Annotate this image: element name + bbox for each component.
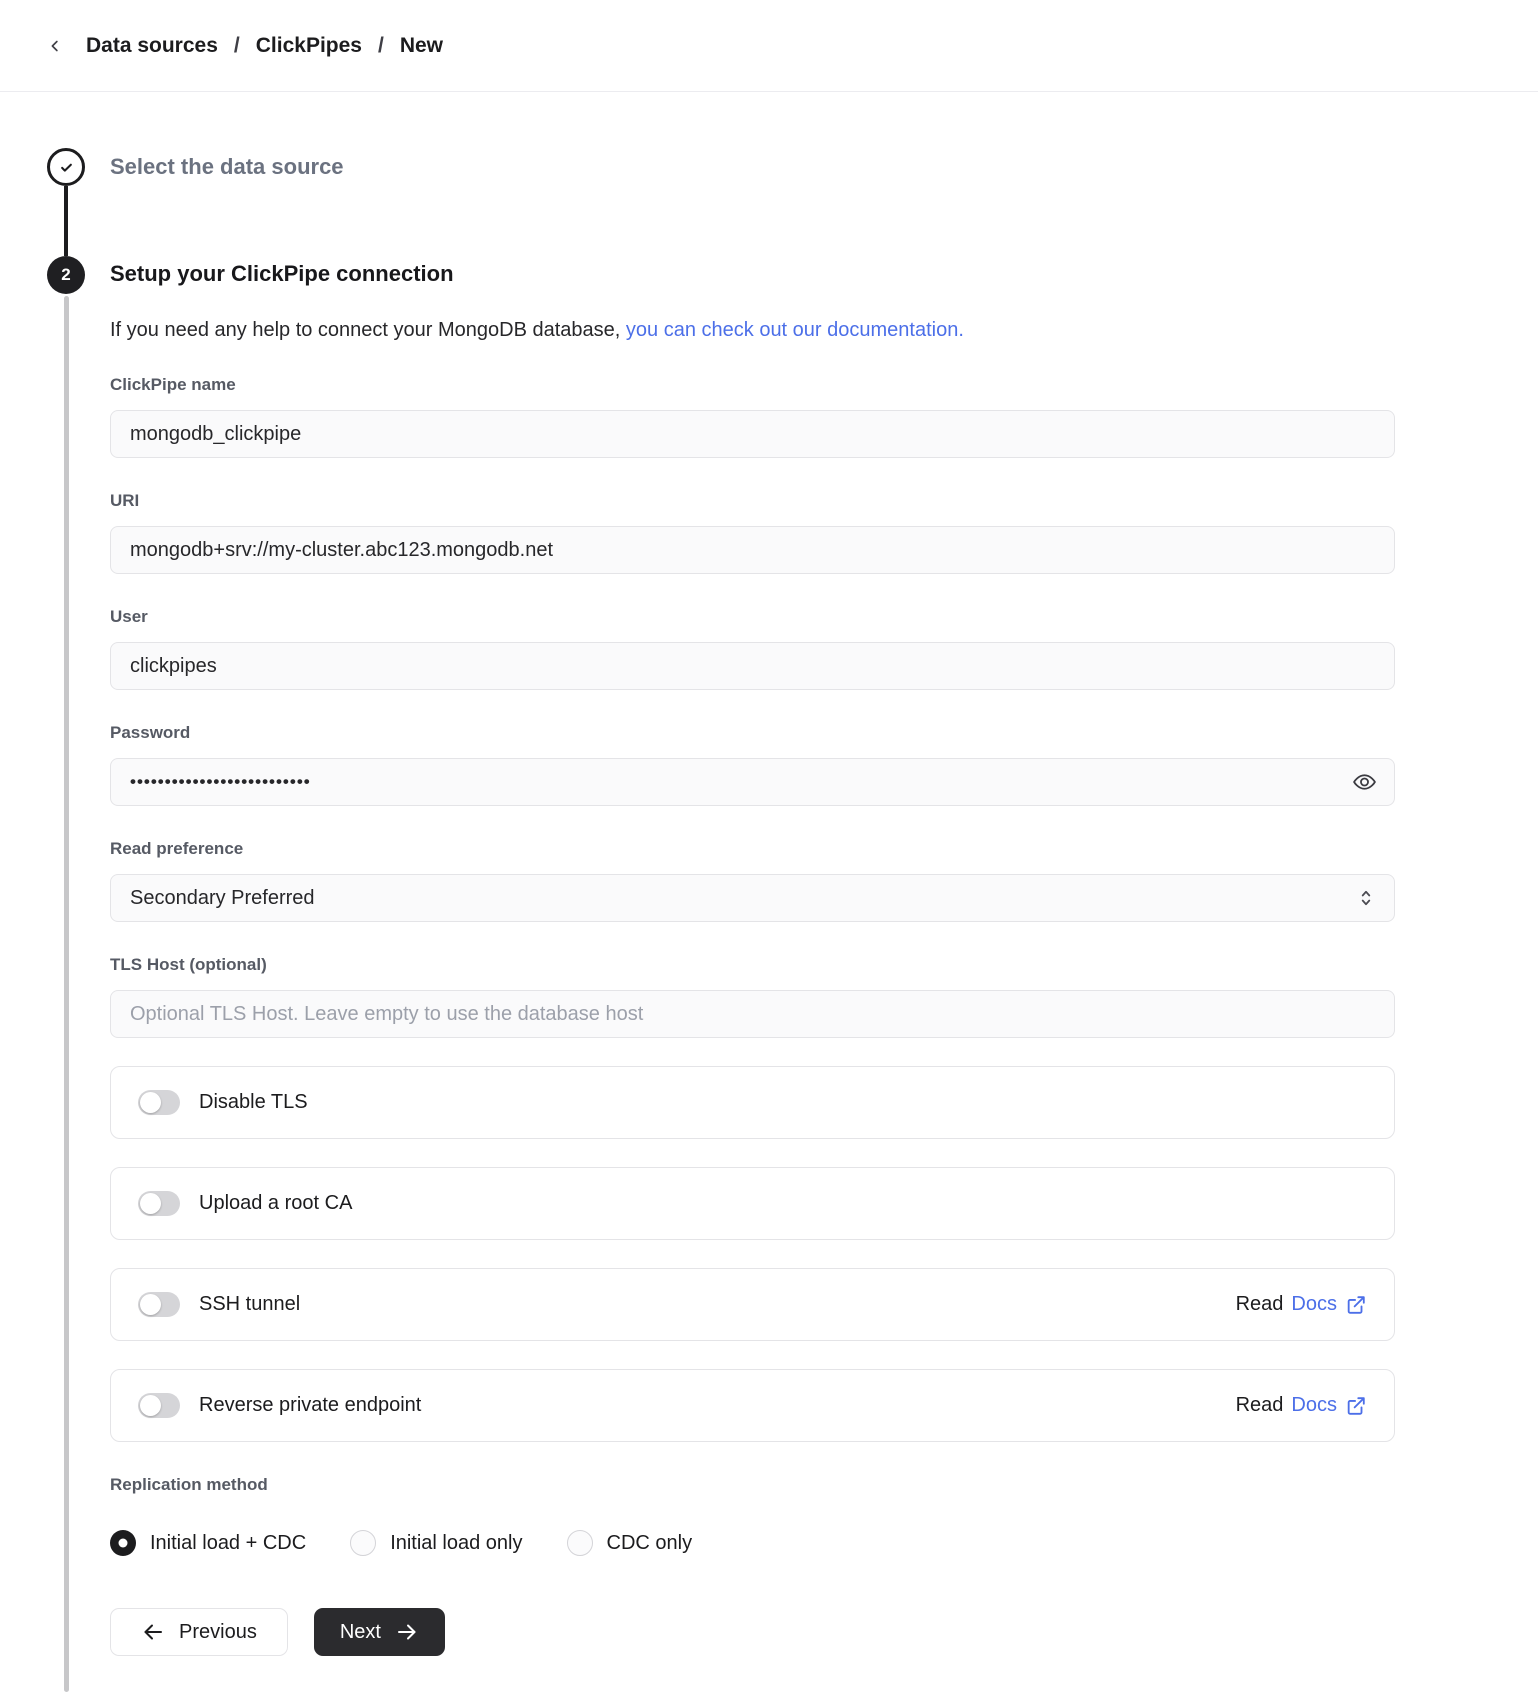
ssh-tunnel-toggle[interactable] (138, 1292, 180, 1317)
step1-title: Select the data source (110, 154, 344, 179)
replication-method-label: Replication method (110, 1475, 268, 1494)
external-link-icon[interactable] (1345, 1395, 1367, 1417)
password-input[interactable] (110, 758, 1395, 806)
read-text: Read (1235, 1293, 1284, 1315)
radio-label: Initial load + CDC (150, 1531, 307, 1554)
external-link-icon[interactable] (1345, 1294, 1367, 1316)
toggle-knob (140, 1395, 161, 1416)
reverse-private-endpoint-label: Reverse private endpoint (199, 1394, 422, 1416)
chevron-left-icon (46, 37, 64, 55)
next-button-label: Next (339, 1620, 381, 1643)
tls-host-input[interactable] (110, 990, 1395, 1038)
breadcrumb-separator: / (233, 33, 240, 57)
toggle-knob (140, 1294, 161, 1315)
radio-selected-icon[interactable] (110, 1530, 136, 1556)
next-button[interactable] (314, 1608, 445, 1656)
password-label: Password (110, 723, 191, 742)
uri-label: URI (110, 491, 140, 510)
previous-button-label: Previous (179, 1620, 257, 1643)
help-text-prefix: If you need any help to connect your MongoDB database, (110, 319, 626, 341)
arrow-right-icon (395, 1620, 419, 1644)
arrow-left-icon (141, 1620, 165, 1644)
step1-indicator (47, 148, 85, 186)
stepper-connector-pending (64, 296, 69, 1692)
breadcrumb-new: New (399, 33, 444, 57)
radio-label: Initial load only (390, 1531, 523, 1554)
ssh-tunnel-docs-link[interactable]: Docs (1291, 1293, 1337, 1315)
clickpipe-name-label: ClickPipe name (110, 375, 236, 394)
disable-tls-label: Disable TLS (199, 1091, 308, 1113)
read-preference-label: Read preference (110, 839, 244, 858)
eye-icon[interactable] (1352, 770, 1377, 795)
reverse-private-endpoint-card (110, 1369, 1395, 1442)
disable-tls-card (110, 1066, 1395, 1139)
read-preference-select[interactable] (110, 874, 1395, 922)
disable-tls-toggle[interactable] (138, 1090, 180, 1115)
radio-cdc-only[interactable] (567, 1530, 693, 1556)
previous-button[interactable] (110, 1608, 288, 1656)
read-preference-value: Secondary Preferred (130, 886, 315, 909)
read-text: Read (1235, 1394, 1284, 1416)
main-content (110, 92, 1395, 1692)
reverse-private-endpoint-toggle[interactable] (138, 1393, 180, 1418)
uri-input[interactable] (110, 526, 1395, 574)
breadcrumb-clickpipes[interactable]: ClickPipes (255, 33, 362, 57)
ssh-tunnel-card (110, 1268, 1395, 1341)
user-input[interactable] (110, 642, 1395, 690)
clickpipe-name-input[interactable] (110, 410, 1395, 458)
check-icon (57, 158, 76, 177)
upload-root-ca-card (110, 1167, 1395, 1240)
step2-number: 2 (61, 265, 71, 284)
breadcrumb (86, 34, 443, 58)
radio-unselected-icon[interactable] (350, 1530, 376, 1556)
radio-initial-load-cdc[interactable] (110, 1530, 306, 1556)
help-text (110, 317, 1395, 344)
radio-unselected-icon[interactable] (567, 1530, 593, 1556)
stepper-connector-done (64, 186, 68, 256)
documentation-link[interactable]: you can check out our documentation. (625, 319, 964, 341)
upload-root-ca-label: Upload a root CA (199, 1192, 353, 1214)
tls-host-label: TLS Host (optional) (110, 955, 267, 974)
toggle-knob (140, 1193, 161, 1214)
reverse-private-endpoint-docs-link[interactable]: Docs (1291, 1394, 1337, 1416)
radio-initial-load-only[interactable] (350, 1530, 522, 1556)
breadcrumb-separator: / (377, 33, 384, 57)
page-header (0, 0, 1538, 92)
step2-indicator (47, 256, 85, 294)
radio-label: CDC only (606, 1531, 693, 1554)
upload-root-ca-toggle[interactable] (138, 1191, 180, 1216)
chevron-up-down-icon (1356, 887, 1376, 909)
back-button[interactable] (38, 29, 72, 63)
replication-method-group (110, 1530, 1395, 1556)
step2-title: Setup your ClickPipe connection (110, 261, 454, 286)
toggle-knob (140, 1092, 161, 1113)
form-actions (110, 1608, 1395, 1692)
user-label: User (110, 607, 148, 626)
ssh-tunnel-label: SSH tunnel (199, 1293, 301, 1315)
breadcrumb-data-sources[interactable]: Data sources (86, 33, 218, 57)
